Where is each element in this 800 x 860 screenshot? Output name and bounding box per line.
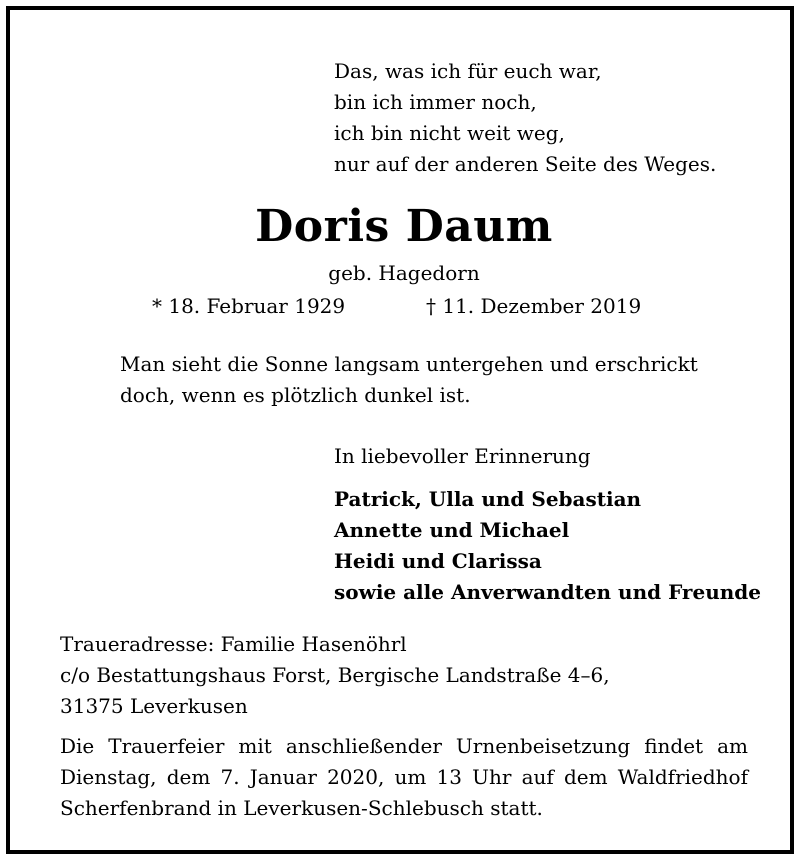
service-line: Scherfenbrand in Leverkusen-Schlebusch statt. (60, 796, 543, 820)
obituary-notice (6, 6, 794, 854)
quote-line: Man sieht die Sonne langsam untergehen und erschrickt (120, 352, 698, 376)
service-line: Dienstag, dem 7. Januar 2020, um 13 Uhr auf dem Waldfriedhof (60, 765, 748, 789)
address-line: 31375 Leverkusen (60, 694, 248, 718)
deceased-name: Doris Daum (255, 201, 553, 252)
poem-line: nur auf der anderen Seite des Weges. (334, 152, 717, 176)
funeral-service-text (60, 731, 748, 824)
service-line: Die Trauerfeier mit anschließender Urnenbeisetzung findet am (60, 734, 748, 758)
mourner: Annette und Michael (334, 518, 570, 542)
mourner: sowie alle Anverwandten und Freunde (334, 580, 761, 604)
address-line: c/o Bestattungshaus Forst, Bergische Landstraße 4–6, (60, 663, 610, 687)
birth-date: * 18. Februar 1929 (152, 294, 346, 318)
poem (334, 56, 716, 180)
address-line: Traueradresse: Familie Hasenöhrl (60, 632, 407, 656)
quote (120, 349, 698, 411)
mourner: Heidi und Clarissa (334, 549, 542, 573)
mourners-list (334, 484, 761, 608)
poem-line: Das, was ich für euch war, (334, 59, 602, 83)
maiden-name: geb. Hagedorn (328, 261, 480, 285)
quote-line: doch, wenn es plötzlich dunkel ist. (120, 383, 471, 407)
death-date: † 11. Dezember 2019 (426, 294, 642, 318)
mourning-address (60, 629, 610, 722)
mourner: Patrick, Ulla und Sebastian (334, 487, 642, 511)
memory-line: In liebevoller Erinnerung (334, 444, 591, 468)
poem-line: ich bin nicht weit weg, (334, 121, 565, 145)
poem-line: bin ich immer noch, (334, 90, 537, 114)
